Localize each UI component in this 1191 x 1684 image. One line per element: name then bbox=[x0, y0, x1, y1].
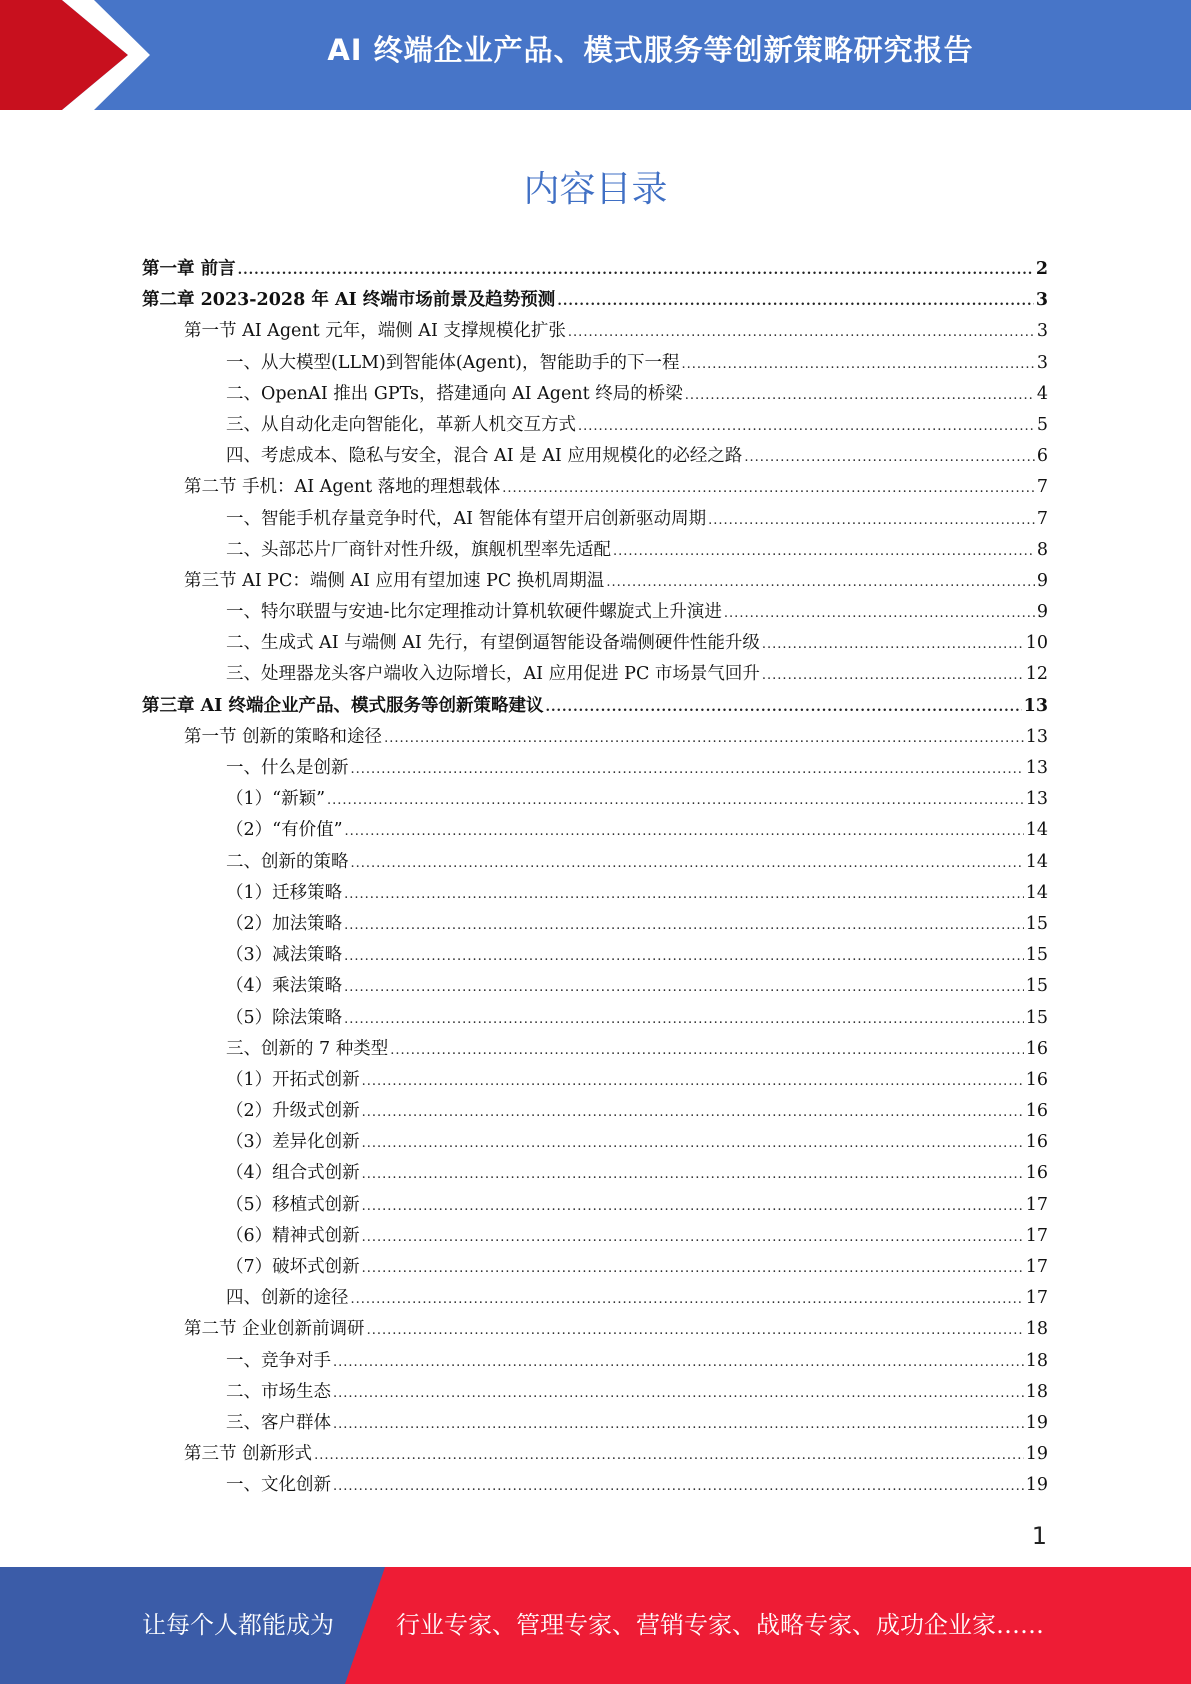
toc-dot-leader bbox=[333, 1378, 1024, 1408]
toc-entry-text: 一、特尔联盟与安迪-比尔定理推动计算机软硬件螺旋式上升演进 bbox=[226, 602, 722, 623]
toc-entry[interactable] bbox=[142, 285, 1048, 316]
toc-entry[interactable] bbox=[142, 722, 1048, 753]
toc-heading: 内容目录 bbox=[523, 169, 668, 210]
toc-dot-leader bbox=[314, 1440, 1024, 1470]
toc-entry-page: 16 bbox=[1025, 1132, 1048, 1153]
toc-entry-page: 4 bbox=[1036, 383, 1048, 404]
toc-dot-leader bbox=[685, 380, 1035, 410]
toc-dot-leader bbox=[390, 1035, 1023, 1065]
toc-entry[interactable] bbox=[142, 379, 1048, 410]
toc-entry-page: 13 bbox=[1023, 695, 1048, 716]
toc-dot-leader bbox=[351, 848, 1024, 878]
toc-entry-page: 3 bbox=[1036, 352, 1048, 373]
toc-entry[interactable] bbox=[142, 410, 1048, 441]
toc-entry[interactable] bbox=[142, 1408, 1048, 1439]
toc-entry-text: （3）差异化创新 bbox=[226, 1132, 360, 1153]
toc-dot-leader bbox=[344, 1004, 1024, 1034]
toc-entry[interactable] bbox=[142, 1283, 1048, 1314]
toc-entry[interactable] bbox=[142, 566, 1048, 597]
toc-entry[interactable] bbox=[142, 254, 1048, 285]
toc-dot-leader bbox=[744, 442, 1035, 472]
toc-entry[interactable] bbox=[142, 940, 1048, 971]
toc-entry[interactable] bbox=[142, 316, 1048, 347]
toc-entry-text: 二、市场生态 bbox=[226, 1381, 331, 1402]
toc-entry[interactable] bbox=[142, 1127, 1048, 1158]
toc-entry-page: 14 bbox=[1025, 851, 1048, 872]
toc-entry-text: 二、生成式 AI 与端侧 AI 先行，有望倒逼智能设备端侧硬件性能升级 bbox=[226, 633, 760, 654]
toc-entry-text: 二、OpenAI 推出 GPTs，搭建通向 AI Agent 终局的桥梁 bbox=[226, 383, 683, 404]
toc-dot-leader bbox=[238, 255, 1034, 285]
page-number: 1 bbox=[1031, 1522, 1047, 1550]
toc-entry-text: 三、创新的 7 种类型 bbox=[226, 1038, 389, 1059]
toc-entry-page: 14 bbox=[1025, 820, 1048, 841]
toc-entry-page: 15 bbox=[1025, 945, 1048, 966]
toc-dot-leader bbox=[362, 1222, 1024, 1252]
toc-entry-text: 二、头部芯片厂商针对性升级，旗舰机型率先适配 bbox=[226, 539, 611, 560]
toc-entry-text: 一、文化创新 bbox=[226, 1475, 331, 1496]
toc-entry-page: 6 bbox=[1036, 446, 1048, 467]
toc-entry-page: 14 bbox=[1025, 882, 1048, 903]
toc-entry-text: 四、创新的途径 bbox=[226, 1288, 349, 1309]
toc-entry-text: （4）乘法策略 bbox=[226, 976, 343, 997]
toc-dot-leader bbox=[351, 754, 1024, 784]
toc-dot-leader bbox=[557, 286, 1034, 316]
toc-entry-page: 2 bbox=[1035, 259, 1048, 279]
toc-entry-page: 5 bbox=[1036, 414, 1048, 435]
toc-entry[interactable] bbox=[142, 472, 1048, 503]
page-footer bbox=[0, 1567, 1191, 1684]
toc-entry[interactable] bbox=[142, 691, 1048, 722]
toc-entry-page: 3 bbox=[1035, 290, 1048, 311]
toc-entry-text: 四、考虑成本、隐私与安全，混合 AI 是 AI 应用规模化的必经之路 bbox=[226, 446, 743, 467]
toc-entry[interactable] bbox=[142, 971, 1048, 1002]
toc-entry-text: （2）“有价值” bbox=[226, 820, 343, 841]
toc-dot-leader bbox=[606, 567, 1035, 597]
toc-entry-text: 一、智能手机存量竞争时代，AI 智能体有望开启创新驱动周期 bbox=[226, 508, 707, 529]
toc-dot-leader bbox=[344, 941, 1024, 971]
toc-entry[interactable] bbox=[142, 1096, 1048, 1127]
toc-entry[interactable] bbox=[142, 1377, 1048, 1408]
toc-entry-text: （1）迁移策略 bbox=[226, 882, 343, 903]
toc-entry[interactable] bbox=[142, 1065, 1048, 1096]
toc-dot-leader bbox=[327, 785, 1024, 815]
toc-entry-text: 第二节 手机：AI Agent 落地的理想载体 bbox=[184, 477, 501, 498]
toc-dot-leader bbox=[351, 1284, 1024, 1314]
toc-dot-leader bbox=[724, 598, 1035, 628]
toc-entry-text: （2）升级式创新 bbox=[226, 1101, 360, 1122]
page-header bbox=[0, 0, 1191, 110]
toc-entry-page: 18 bbox=[1025, 1319, 1048, 1340]
toc-dot-leader bbox=[345, 816, 1024, 846]
toc-entry[interactable] bbox=[142, 1252, 1048, 1283]
toc-entry[interactable] bbox=[142, 847, 1048, 878]
toc-entry-text: 第一节 AI Agent 元年，端侧 AI 支撑规模化扩张 bbox=[184, 321, 566, 342]
toc-dot-leader bbox=[613, 536, 1035, 566]
toc-dot-leader bbox=[344, 879, 1024, 909]
toc-entry-page: 16 bbox=[1025, 1038, 1048, 1059]
toc-entry-page: 19 bbox=[1025, 1444, 1048, 1465]
toc-entry-page: 18 bbox=[1025, 1381, 1048, 1402]
toc-entry-text: 第三节 创新形式 bbox=[184, 1444, 313, 1465]
toc-dot-leader bbox=[362, 1159, 1024, 1189]
toc-entry-page: 16 bbox=[1025, 1069, 1048, 1090]
footer-slogan-left: 让每个人都能成为 bbox=[142, 1611, 334, 1639]
toc-dot-leader bbox=[333, 1471, 1024, 1501]
toc-entry-page: 8 bbox=[1036, 539, 1048, 560]
toc-entry[interactable] bbox=[142, 1346, 1048, 1377]
toc-entry-page: 9 bbox=[1036, 570, 1048, 591]
toc-entry-page: 19 bbox=[1025, 1412, 1048, 1433]
toc-entry-page: 13 bbox=[1025, 758, 1048, 778]
toc-entry-text: （2）加法策略 bbox=[226, 913, 343, 934]
toc-entry-text: 一、竞争对手 bbox=[226, 1350, 331, 1371]
toc-entry-page: 16 bbox=[1025, 1101, 1048, 1122]
toc-entry-page: 10 bbox=[1025, 633, 1048, 654]
toc-dot-leader bbox=[333, 1347, 1024, 1377]
toc-entry[interactable] bbox=[142, 1034, 1048, 1065]
toc-entry[interactable] bbox=[142, 815, 1048, 846]
toc-entry[interactable] bbox=[142, 659, 1048, 690]
toc-dot-leader bbox=[362, 1253, 1024, 1283]
toc-entry[interactable] bbox=[142, 441, 1048, 472]
toc-entry-text: 第三节 AI PC：端侧 AI 应用有望加速 PC 换机周期温 bbox=[184, 570, 605, 591]
toc-entry[interactable] bbox=[142, 878, 1048, 909]
toc-entry-text: 第三章 AI 终端企业产品、模式服务等创新策略建议 bbox=[142, 695, 544, 716]
toc-dot-leader bbox=[568, 317, 1035, 347]
toc-entry-text: （3）减法策略 bbox=[226, 945, 343, 966]
toc-entry[interactable] bbox=[142, 1221, 1048, 1252]
toc-entry-page: 12 bbox=[1025, 664, 1048, 685]
toc-dot-leader bbox=[344, 972, 1024, 1002]
toc-entry-page: 17 bbox=[1025, 1194, 1048, 1215]
toc-entry-text: （1）开拓式创新 bbox=[226, 1069, 360, 1090]
toc-entry-text: 三、客户群体 bbox=[226, 1412, 331, 1433]
toc-dot-leader bbox=[344, 910, 1024, 940]
toc-entry[interactable] bbox=[142, 1003, 1048, 1034]
toc-entry-text: 三、从自动化走向智能化，革新人机交互方式 bbox=[226, 414, 576, 435]
toc-entry-page: 15 bbox=[1025, 1007, 1048, 1028]
toc-entry[interactable] bbox=[142, 628, 1048, 659]
toc-entry[interactable] bbox=[142, 1314, 1048, 1345]
toc-entry-text: 第一节 创新的策略和途径 bbox=[184, 726, 383, 747]
toc-dot-leader bbox=[762, 660, 1024, 690]
toc-entry-page: 13 bbox=[1025, 789, 1048, 810]
toc-entry-page: 19 bbox=[1025, 1475, 1048, 1496]
toc-entry[interactable] bbox=[142, 1470, 1048, 1501]
toc-entry[interactable] bbox=[142, 348, 1048, 379]
toc-dot-leader bbox=[362, 1128, 1024, 1158]
toc-entry-page: 7 bbox=[1036, 508, 1048, 529]
toc-dot-leader bbox=[362, 1191, 1024, 1221]
toc-dot-leader bbox=[545, 692, 1021, 722]
toc-entry[interactable] bbox=[142, 504, 1048, 535]
toc-dot-leader bbox=[502, 473, 1035, 503]
toc-entry-page: 9 bbox=[1036, 602, 1048, 623]
toc-entry[interactable] bbox=[142, 784, 1048, 815]
toc-entry-text: 第二章 2023-2028 年 AI 终端市场前景及趋势预测 bbox=[142, 290, 556, 311]
toc-entry[interactable] bbox=[142, 1158, 1048, 1189]
toc-entry[interactable] bbox=[142, 535, 1048, 566]
toc-entry[interactable] bbox=[142, 1439, 1048, 1470]
toc-dot-leader bbox=[762, 629, 1024, 659]
toc-entry-text: 一、什么是创新 bbox=[226, 758, 349, 778]
toc-dot-leader bbox=[362, 1097, 1024, 1127]
toc-entry-text: 二、创新的策略 bbox=[226, 851, 349, 872]
footer-slogan-right: 行业专家、管理专家、营销专家、战略专家、成功企业家…… bbox=[396, 1611, 1044, 1639]
toc-entry-text: （4）组合式创新 bbox=[226, 1163, 360, 1184]
toc-dot-leader bbox=[681, 349, 1034, 379]
toc-entry-text: 第二节 企业创新前调研 bbox=[184, 1319, 365, 1340]
toc-entry-page: 16 bbox=[1025, 1163, 1048, 1184]
toc-entry-text: （1）“新颖” bbox=[226, 789, 326, 810]
toc-entry[interactable] bbox=[142, 909, 1048, 940]
toc-dot-leader bbox=[362, 1066, 1024, 1096]
toc-entry-page: 15 bbox=[1025, 976, 1048, 997]
toc-entry-text: （7）破坏式创新 bbox=[226, 1257, 360, 1277]
toc-entry-page: 15 bbox=[1025, 913, 1048, 934]
toc-entry[interactable] bbox=[142, 753, 1048, 784]
toc-dot-leader bbox=[333, 1409, 1024, 1439]
toc-entry-text: （5）除法策略 bbox=[226, 1007, 343, 1028]
toc-entry-text: （6）精神式创新 bbox=[226, 1225, 360, 1246]
toc-entry-page: 7 bbox=[1036, 477, 1048, 498]
toc-entry-page: 17 bbox=[1025, 1225, 1048, 1246]
toc-entry-page: 17 bbox=[1025, 1257, 1048, 1277]
toc-entry-page: 3 bbox=[1036, 321, 1048, 342]
report-title: AI 终端企业产品、模式服务等创新策略研究报告 bbox=[327, 33, 974, 67]
toc-dot-leader bbox=[708, 505, 1035, 535]
toc-entry-page: 18 bbox=[1025, 1350, 1048, 1371]
toc-entry-page: 13 bbox=[1025, 726, 1048, 747]
toc-dot-leader bbox=[384, 723, 1024, 753]
toc-entry-text: 三、处理器龙头客户端收入边际增长，AI 应用促进 PC 市场景气回升 bbox=[226, 664, 760, 685]
toc-entry-page: 17 bbox=[1025, 1288, 1048, 1309]
toc-entry-text: （5）移植式创新 bbox=[226, 1194, 360, 1215]
toc-dot-leader bbox=[578, 411, 1035, 441]
toc-entry-text: 第一章 前言 bbox=[142, 259, 236, 279]
toc-entry[interactable] bbox=[142, 1190, 1048, 1221]
toc-entry[interactable] bbox=[142, 597, 1048, 628]
toc-entry-text: 一、从大模型(LLM)到智能体(Agent)，智能助手的下一程 bbox=[226, 352, 680, 373]
toc-dot-leader bbox=[367, 1315, 1024, 1345]
table-of-contents bbox=[142, 254, 1048, 1502]
